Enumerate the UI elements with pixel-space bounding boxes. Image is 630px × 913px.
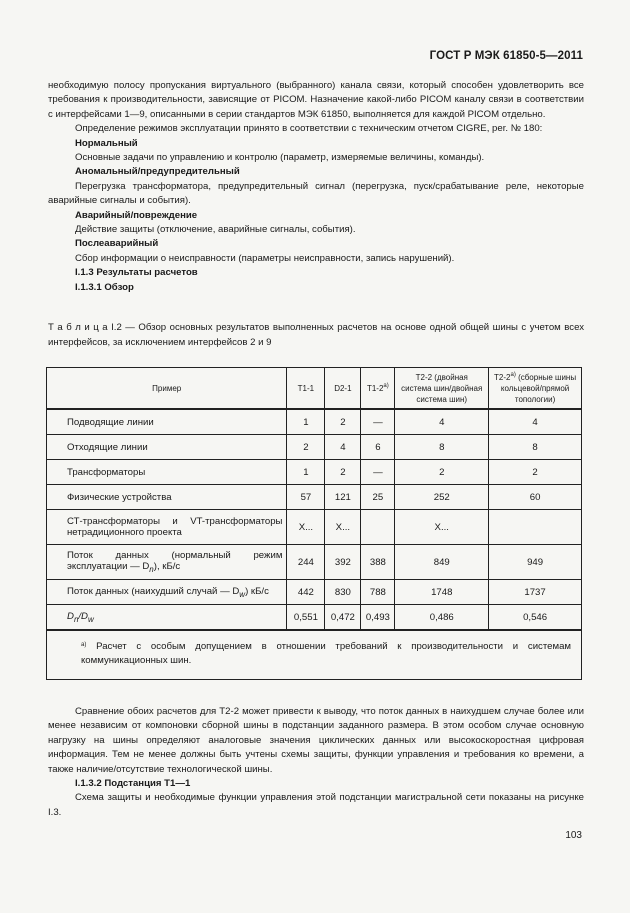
table-footnote: $^{а)}$ Расчет с особым допущением в отношении требований к производительности и системам коммуникационных шин. <box>47 630 582 679</box>
table-caption: Т а б л и ц а I.2 — Обзор основных результатов выполненных расчетов на основе одной общей шины с учетом всех интерфейсов, за исключением интерфейсов 2 и 9 <box>48 322 584 348</box>
section-heading: I.1.3.2 Подстанция Т1—1 <box>75 778 191 790</box>
mode-text: Действие защиты (отключение, аварийные сигналы, события). <box>75 224 356 236</box>
paragraph: Схема защиты и необходимые функции управления этой подстанции магистральной сети показаны на рисунке I.3. <box>48 792 584 818</box>
paragraph: Определение режимов эксплуатации принято в соответствии с техническим отчетом CIGRE, per. № 180: <box>75 123 543 135</box>
table-row: Физические устройства 57 121 25 252 60 <box>47 485 582 510</box>
col-header: Пример <box>47 368 287 410</box>
table-row: Поток данных (наихудший случай — $D_w$) кБ/с 442 830 788 1748 1737 <box>47 580 582 605</box>
col-header: $Т2-2^{а)}$ (сборные шины кольцевой/прямой топологии) <box>489 368 582 410</box>
col-header: D2-1 <box>325 368 361 410</box>
section-heading: I.1.3 Результаты расчетов <box>75 267 198 279</box>
results-table <box>46 367 582 680</box>
col-header: $Т1-2^{а)}$ <box>361 368 395 410</box>
standard-header: ГОСТ Р МЭК 61850-5—2011 <box>429 50 583 62</box>
mode-text: Основные задачи по управлению и контролю (параметр, измеряемые величины, команды). <box>75 152 485 164</box>
table-row: Подводящие линии 1 2 — 4 4 <box>47 409 582 435</box>
table-header-row <box>47 368 582 410</box>
mode-heading: Аномальный/предупредительный <box>75 166 240 178</box>
col-header: Т2-2 (двойная система шин/двойная система шин) <box>395 368 489 410</box>
page-number: 103 <box>565 830 582 841</box>
table-row: Отходящие линии 2 4 6 8 8 <box>47 435 582 460</box>
mode-text: Сбор информации о неисправности (параметры неисправности, запись нарушений). <box>75 252 455 264</box>
body-text <box>48 79 584 350</box>
mode-heading: Нормальный <box>75 137 138 149</box>
paragraph: необходимую полосу пропускания виртуального (выбранного) канала связи, который способен удовлетворить все требования к производительности, зависящие от PICOM. Назначение какой-либо PICOM каналу связи в соответствии с интерфейсами 1—9, описанными в серии стандартов МЭК 61850, выполняется для каждой PICOM отдельно. <box>48 80 584 120</box>
mode-heading: Послеаварийный <box>75 238 159 250</box>
table-row: $D_n/D_w$ 0,551 0,472 0,493 0,486 0,546 <box>47 605 582 631</box>
mode-text: Перегрузка трансформатора, предупредительный сигнал (перегрузка, пуск/срабатывание реле, некоторые аварийные сигналы и события). <box>48 180 584 207</box>
table-footnote-row <box>47 630 582 679</box>
mode-heading: Аварийный/повреждение <box>75 209 198 221</box>
table-row: Трансформаторы 1 2 — 2 2 <box>47 460 582 485</box>
table-row: СТ-трансформаторы и VT-трансформаторы нетрадиционного проекта X... X... X... <box>47 510 582 545</box>
table-row: Поток данных (нормальный режим эксплуатации — $D_n$), кБ/с 244 392 388 849 949 <box>47 545 582 580</box>
paragraph: Сравнение обоих расчетов для Т2-2 может привести к выводу, что поток данных в наихудшем случае более или менее независим от компоновки сборной шины в подстанции заданного размера. В этом особом случае основную нагрузку на шины определяют аналоговые значения циклических данных или высокоскоростная цифровая информация. Тем не менее должны быть учтены схемы защиты, функции управления и требования ко времени, а также наличие/отсутствие технологической шины. <box>48 706 584 775</box>
section-heading: I.1.3.1 Обзор <box>75 281 134 293</box>
col-header: Т1-1 <box>287 368 325 410</box>
body-text-lower <box>48 705 584 820</box>
